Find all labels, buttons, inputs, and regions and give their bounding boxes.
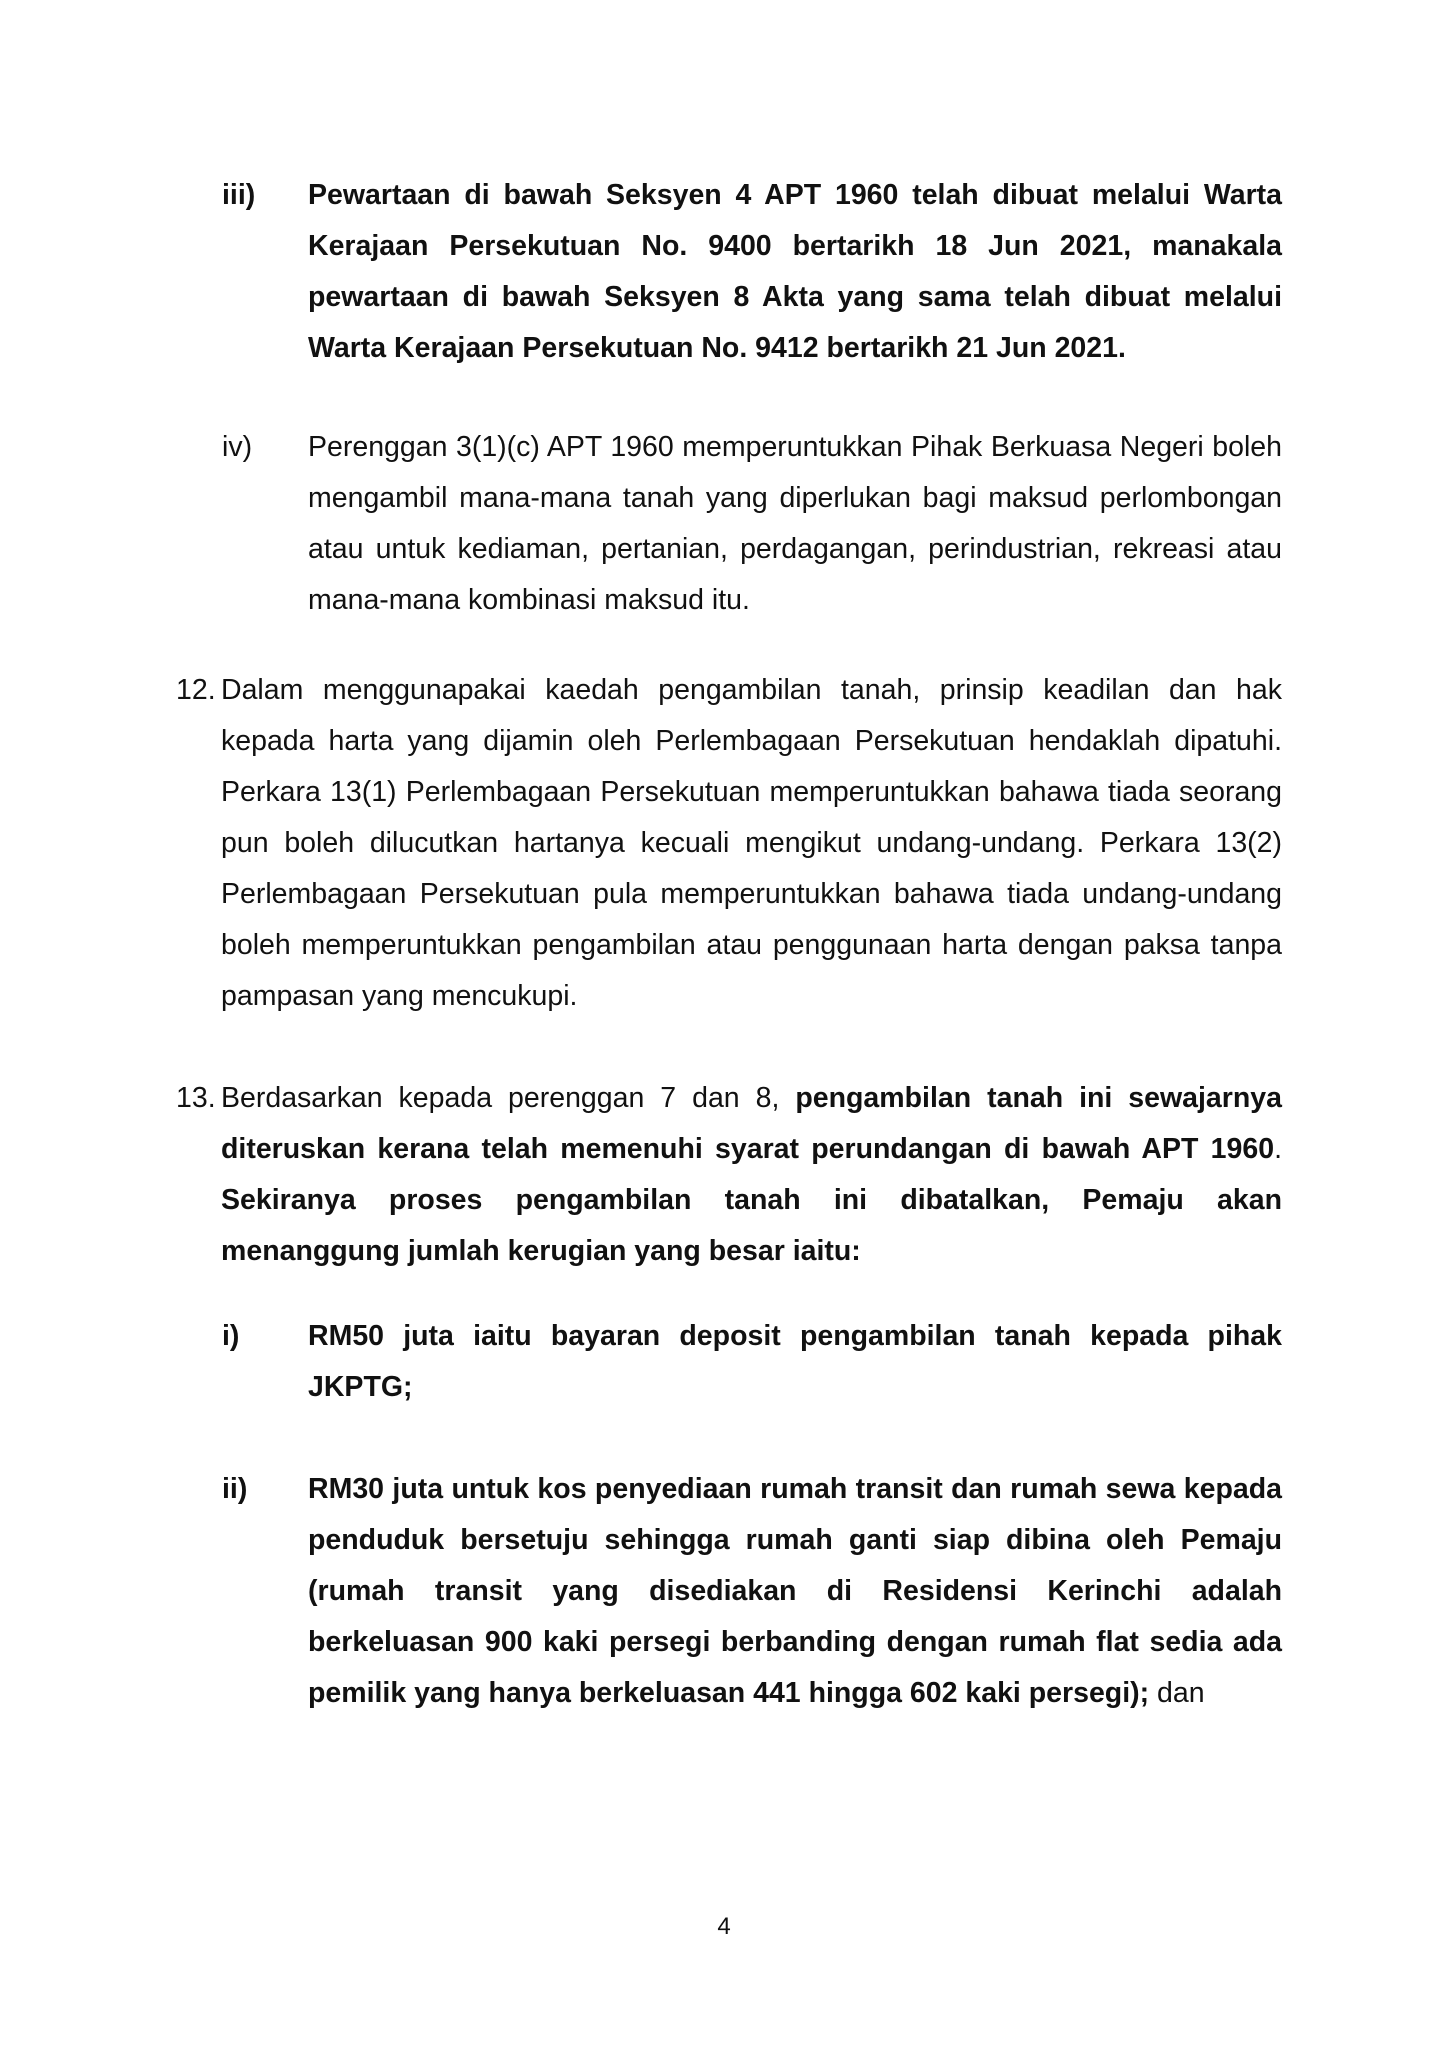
item-text-iv: Perenggan 3(1)(c) APT 1960 memperuntukkan Pihak Berkuasa Negeri boleh mengambil mana-mana tanah yang diperlukan bagi maksud perlombongan atau untuk kediaman, pertanian, perdagangan, perindustrian, rekreasi atau mana-mana kombinasi maksud itu. bbox=[308, 431, 1282, 616]
page-number: 4 bbox=[717, 1913, 731, 1940]
sub-item-ii-bold-text: RM30 juta untuk kos penyediaan rumah transit dan rumah sewa kepada penduduk bersetuju sehingga rumah ganti siap dibina oleh Pemaju (rumah transit yang disediakan di Residensi Kerinchi adalah berkeluasan 900 kaki persegi berbanding dengan rumah flat sedia ada pemilik yang hanya berkeluasan 441 hingga 602 kaki persegi); bbox=[308, 1473, 1282, 1709]
paragraph-13-intro: Berdasarkan kepada perenggan 7 dan 8, bbox=[221, 1082, 796, 1114]
paragraph-number-12: 12. bbox=[176, 674, 216, 706]
item-marker-iv: iv) bbox=[222, 431, 253, 463]
paragraph-text-13 bbox=[221, 1073, 1282, 1277]
sub-item-text-i: RM50 juta iaitu bayaran deposit pengambilan tanah kepada pihak JKPTG; bbox=[308, 1320, 1282, 1403]
paragraph-number-13: 13. bbox=[176, 1082, 216, 1114]
paragraph-13-bold-statement: pengambilan tanah ini sewajarnya diteruskan kerana telah memenuhi syarat perundangan di bawah APT 1960 bbox=[221, 1082, 1282, 1165]
paragraph-13-bold-consequence: Sekiranya proses pengambilan tanah ini dibatalkan, Pemaju akan menanggung jumlah kerugian yang besar iaitu: bbox=[221, 1184, 1282, 1267]
sub-item-marker-i: i) bbox=[222, 1320, 240, 1352]
item-marker-iii: iii) bbox=[222, 179, 256, 211]
item-text-iii: Pewartaan di bawah Seksyen 4 APT 1960 telah dibuat melalui Warta Kerajaan Persekutuan No. 9400 bertarikh 18 Jun 2021, manakala pewartaan di bawah Seksyen 8 Akta yang sama telah dibuat melalui Warta Kerajaan Persekutuan No. 9412 bertarikh 21 Jun 2021. bbox=[308, 179, 1282, 364]
sub-item-ii-trailing-text: dan bbox=[1149, 1677, 1205, 1709]
sub-item-marker-ii: ii) bbox=[222, 1473, 248, 1505]
paragraph-text-12: Dalam menggunapakai kaedah pengambilan tanah, prinsip keadilan dan hak kepada harta yang dijamin oleh Perlembagaan Persekutuan hendaklah dipatuhi. Perkara 13(1) Perlembagaan Persekutuan memperuntukkan bahawa tiada seorang pun boleh dilucutkan hartanya kecuali mengikut undang-undang. Perkara 13(2) Perlembagaan Persekutuan pula memperuntukkan bahawa tiada undang-undang boleh memperuntukkan pengambilan atau penggunaan harta dengan paksa tanpa pampasan yang mencukupi. bbox=[221, 674, 1282, 1012]
paragraph-13-period: . bbox=[1274, 1133, 1282, 1165]
sub-item-text-ii bbox=[308, 1464, 1282, 1719]
